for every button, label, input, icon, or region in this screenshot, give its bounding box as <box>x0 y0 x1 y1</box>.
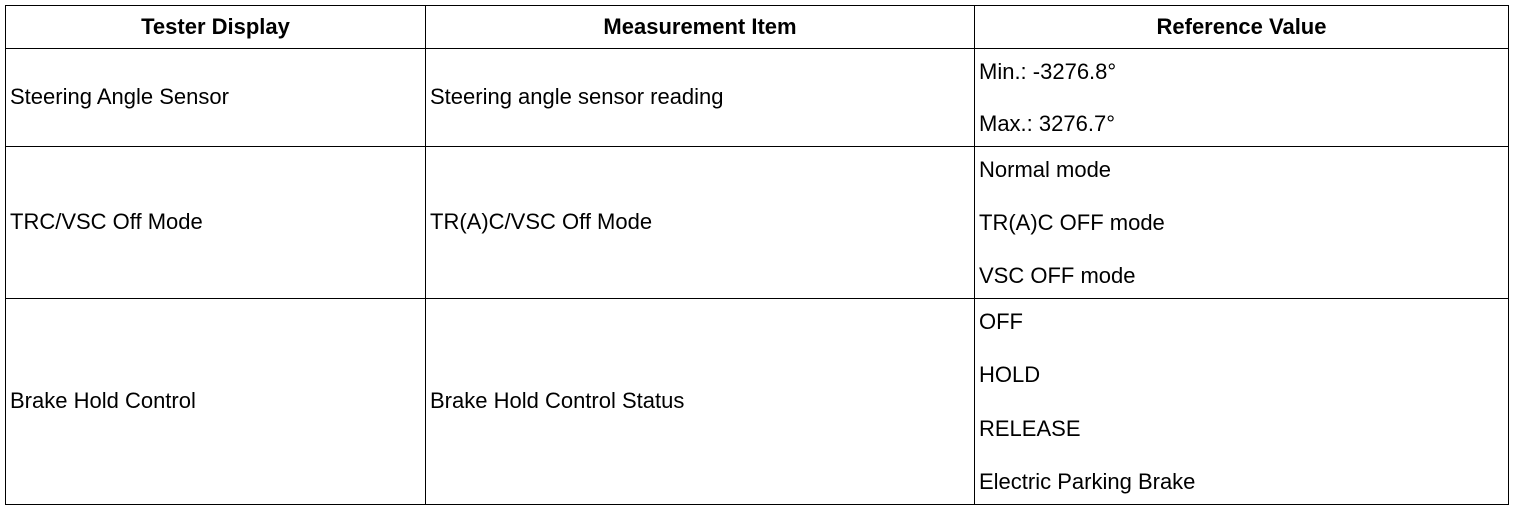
header-measurement-item: Measurement Item <box>426 6 975 49</box>
reference-value-cell <box>975 49 1509 147</box>
reference-value-line: Max.: 3276.7° <box>979 110 1115 136</box>
reference-value-cell <box>975 147 1509 299</box>
tester-display-cell: TRC/VSC Off Mode <box>6 147 426 299</box>
measurement-item-cell: TR(A)C/VSC Off Mode <box>426 147 975 299</box>
reference-value-line: OFF <box>979 308 1023 334</box>
reference-value-line: HOLD <box>979 361 1041 387</box>
reference-value-line: TR(A)C OFF mode <box>979 209 1165 235</box>
tester-display-cell: Steering Angle Sensor <box>6 49 426 147</box>
reference-value-line: Electric Parking Brake <box>979 468 1196 494</box>
header-tester-display: Tester Display <box>6 6 426 49</box>
reference-value-line: VSC OFF mode <box>979 262 1136 288</box>
reference-value-line: Min.: -3276.8° <box>979 58 1117 84</box>
header-row <box>6 6 1509 49</box>
table-body <box>6 49 1509 505</box>
data-list-table <box>5 5 1509 505</box>
reference-value-line: RELEASE <box>979 415 1081 441</box>
tester-display-cell: Brake Hold Control <box>6 299 426 505</box>
reference-value-line: Normal mode <box>979 156 1112 182</box>
measurement-item-cell: Brake Hold Control Status <box>426 299 975 505</box>
header-reference-value: Reference Value <box>975 6 1509 49</box>
table-row <box>6 147 1509 299</box>
table-header <box>6 6 1509 49</box>
table-row <box>6 299 1509 505</box>
measurement-item-cell: Steering angle sensor reading <box>426 49 975 147</box>
table-row <box>6 49 1509 147</box>
reference-value-cell <box>975 299 1509 505</box>
